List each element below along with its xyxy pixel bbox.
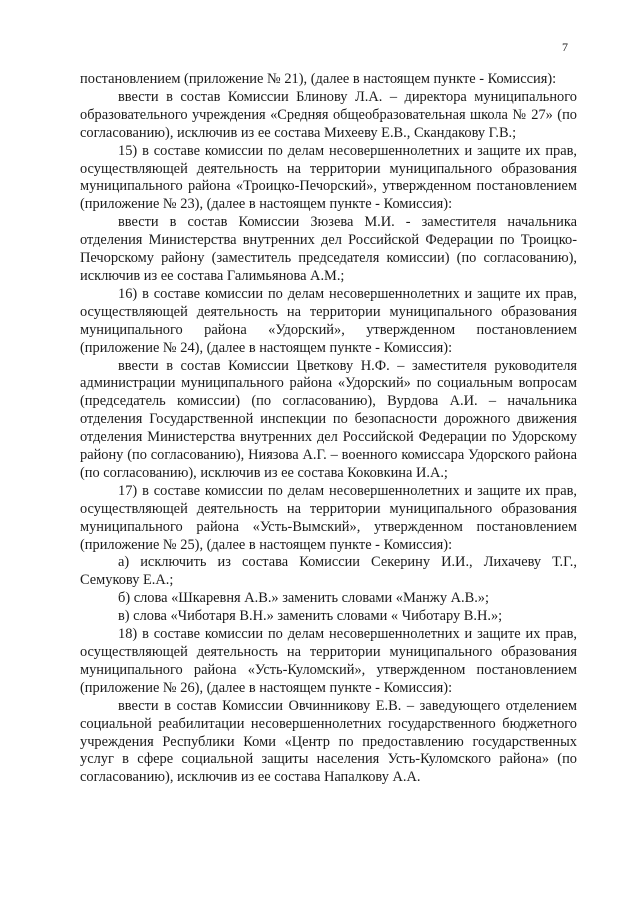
- paragraph-item-18: 18) в составе комиссии по делам несовершеннолетних и защите их прав, осуществляющей деятельность на территории муниципального образования муниципального района «Усть-Куломский», утвержденном постановлением (приложение № 26), (далее в настоящем пункте - Комиссия):: [80, 626, 577, 696]
- page-number: 7: [562, 40, 568, 54]
- paragraph-include-zyuzev: ввести в состав Комиссии Зюзева М.И. - заместителя начальника отделения Министерства внутренних дел Российской Федерации по Троицко-Печорскому району (заместитель председателя комиссии) (по согласованию), исключив из ее состава Галимьянова А.М.;: [80, 214, 577, 284]
- paragraph-item-17-b: б) слова «Шкаревня А.В.» заменить словами «Манжу А.В.»;: [118, 590, 489, 607]
- paragraph-item-17: 17) в составе комиссии по делам несовершеннолетних и защите их прав, осуществляющей деятельность на территории муниципального образования муниципального района «Усть-Вымский», утвержденном постановлением (приложение № 25), (далее в настоящем пункте - Комиссия):: [80, 482, 577, 553]
- document-body: [80, 71, 577, 787]
- paragraph-item-17-v: в) слова «Чиботаря В.Н.» заменить словами « Чиботару В.Н.»;: [118, 608, 503, 625]
- paragraph-include-tsvetkova: ввести в состав Комиссии Цветкову Н.Ф. – заместителя руководителя администрации муниципального района «Удорский» по социальным вопросам (председатель комиссии) (по согласованию), Вурдова А.И. – начальника отделения Государственной инспекции по безопасности дорожного движения отделения Министерства внутренних дел Российской Федерации по Удорскому району (по согласованию), Ниязова А.Г. – военного комиссара Удорского района (по согласованию), исключив из ее состава Коковкина И.А.;: [80, 357, 577, 481]
- paragraph-include-blinova: ввести в состав Комиссии Блинову Л.А. – директора муниципального образовательного учреждения «Средняя общеобразовательная школа № 27» (по согласованию), исключив из ее состава Михееву Е.В., Скандакову Г.В.;: [80, 88, 577, 141]
- paragraph-continuation: постановлением (приложение № 21), (далее в настоящем пункте - Комиссия):: [80, 71, 557, 87]
- paragraph-include-ovchinnikova: ввести в состав Комиссии Овчинникову Е.В. – заведующего отделением социальной реабилитации несовершеннолетних государственного бюджетного учреждения Республики Коми «Центр по предоставлению государственных услуг в сфере социальной защиты населения Усть-Куломского района» (по согласованию), исключив из ее состава Напалкову А.А.: [80, 697, 577, 786]
- paragraph-item-16: 16) в составе комиссии по делам несовершеннолетних и защите их прав, осуществляющей деятельность на территории муниципального образования муниципального района «Удорский», утвержденном постановлением (приложение № 24), (далее в настоящем пункте - Комиссия):: [80, 285, 577, 356]
- paragraph-item-15: 15) в составе комиссии по делам несовершеннолетних и защите их прав, осуществляющей деятельность на территории муниципального образования муниципального района «Троицко-Печорский», утвержденном постановлением (приложение № 23), (далее в настоящем пункте - Комиссия):: [80, 142, 577, 213]
- paragraph-item-17-a: а) исключить из состава Комиссии Секерину И.И., Лихачеву Т.Г., Семукову Е.А.;: [80, 554, 577, 589]
